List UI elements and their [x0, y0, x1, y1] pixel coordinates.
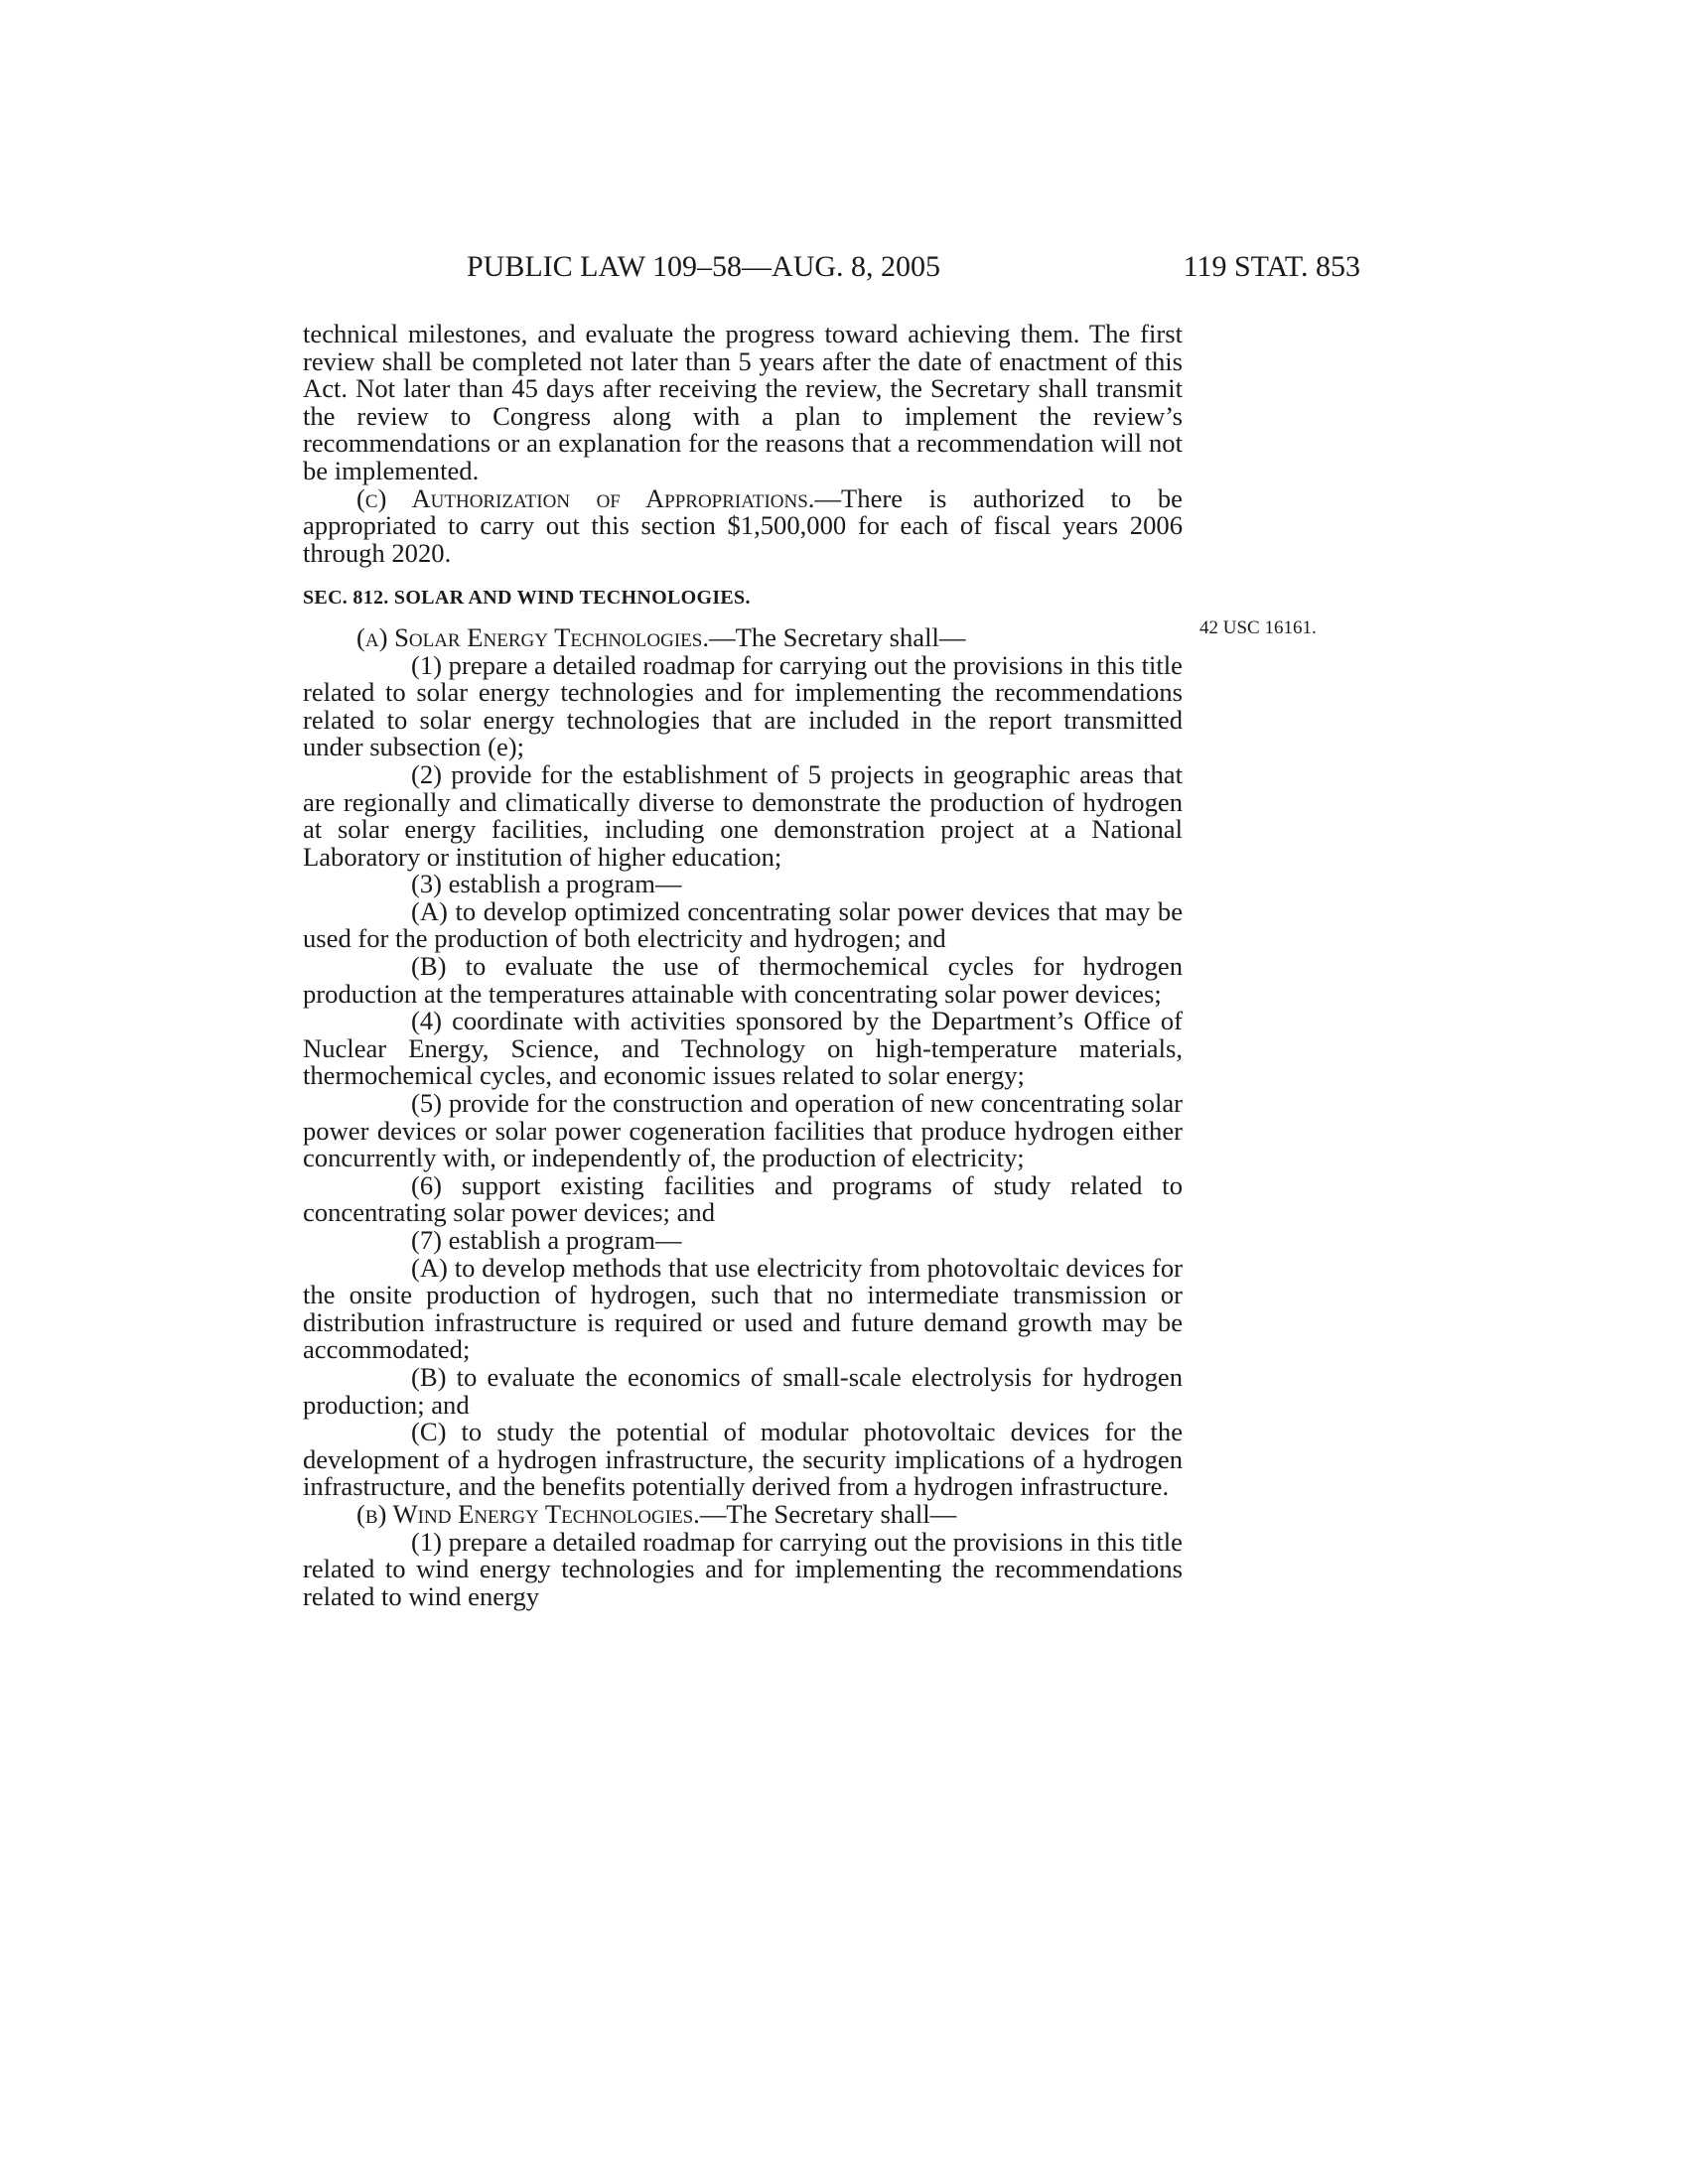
running-title: PUBLIC LAW 109–58—AUG. 8, 2005: [467, 250, 941, 283]
subparagraph-a7B: (B) to evaluate the economics of small-scale electrolysis for hydrogen production; and: [303, 1361, 1183, 1420]
paragraph-a5: (5) provide for the construction and operation of new concentrating solar power devices or solar power cogeneration facilities that produce hydrogen either concurrently with, or independently of, the production of electricity;: [303, 1088, 1183, 1173]
paragraph-continuation: technical milestones, and evaluate the progress toward achieving them. The first review shall be completed not later than 5 years after the date of enactment of this Act. Not later than 45 days after receiving the review, the Secretary shall transmit the review to Congress along with a plan to implement the review’s recommendations or an explanation for the reasons that a recommendation will not be implemented.: [303, 319, 1183, 485]
document-body: [303, 321, 1183, 1610]
paragraph-a1: (1) prepare a detailed roadmap for carrying out the provisions in this title related to solar energy technologies and for implementing the recommendations related to solar energy technologies that are included in the report transmitted under subsection (e);: [303, 649, 1183, 762]
statute-page-number: 119 STAT. 853: [1183, 250, 1360, 283]
subparagraph-a7C: (C) to study the potential of modular photovoltaic devices for the development of a hydrogen infrastructure, the security implications of a hydrogen infrastructure, and the benefits potentially derived from a hydrogen infrastructure.: [303, 1417, 1183, 1502]
subsection-b-text: —The Secretary shall—: [699, 1498, 957, 1529]
margin-citation: 42 USC 16161.: [1199, 617, 1317, 638]
subsection-a-text: —The Secretary shall—: [708, 621, 966, 652]
subsection-b-heading: (b) Wind Energy Technologies.: [356, 1498, 700, 1529]
paragraph-a2: (2) provide for the establishment of 5 projects in geographic areas that are regionally and climatically diverse to demonstrate the production of hydrogen at solar energy facilities, including one demonstration project at a National Laboratory or institution of higher education;: [303, 758, 1183, 872]
paragraph-a7: (7) establish a program—: [411, 1225, 682, 1255]
section-heading: SEC. 812. SOLAR AND WIND TECHNOLOGIES.: [303, 587, 751, 610]
paragraph-a4: (4) coordinate with activities sponsored by the Department’s Office of Nuclear Energy, Science, and Technology on high-temperature materials, thermochemical cycles, and economic issues related to solar energy;: [303, 1006, 1183, 1091]
subsection-c-text: —There is authorized to be appropriated to carry out this section $1,500,000 for each of fiscal years 2006 through 2020.: [303, 482, 1183, 568]
paragraph-a6: (6) support existing facilities and programs of study related to concentrating solar power devices; and: [303, 1169, 1183, 1228]
subparagraph-a7A: (A) to develop methods that use electricity from photovoltaic devices for the onsite production of hydrogen, such that no intermediate transmission or distribution infrastructure is required or used and future demand growth may be accommodated;: [303, 1252, 1183, 1365]
subsection-a: [303, 621, 1183, 652]
subparagraph-a3B: (B) to evaluate the use of thermochemical cycles for hydrogen production at the temperatures attainable with concentrating solar power devices;: [303, 951, 1183, 1009]
paragraph-a3: (3) establish a program—: [411, 869, 682, 899]
subsection-b: [303, 1498, 1183, 1529]
subsection-c: [303, 482, 1183, 568]
subsection-c-heading: (c) Authorization of Appropriations.: [356, 482, 815, 513]
subsection-a-heading: (a) Solar Energy Technologies.: [356, 621, 709, 652]
page-header: [467, 250, 1360, 290]
subparagraph-a3A: (A) to develop optimized concentrating solar power devices that may be used for the production of both electricity and hydrogen; and: [303, 895, 1183, 954]
paragraph-b1: (1) prepare a detailed roadmap for carrying out the provisions in this title related to wind energy technologies and for implementing the recommendations related to wind energy: [303, 1526, 1183, 1611]
